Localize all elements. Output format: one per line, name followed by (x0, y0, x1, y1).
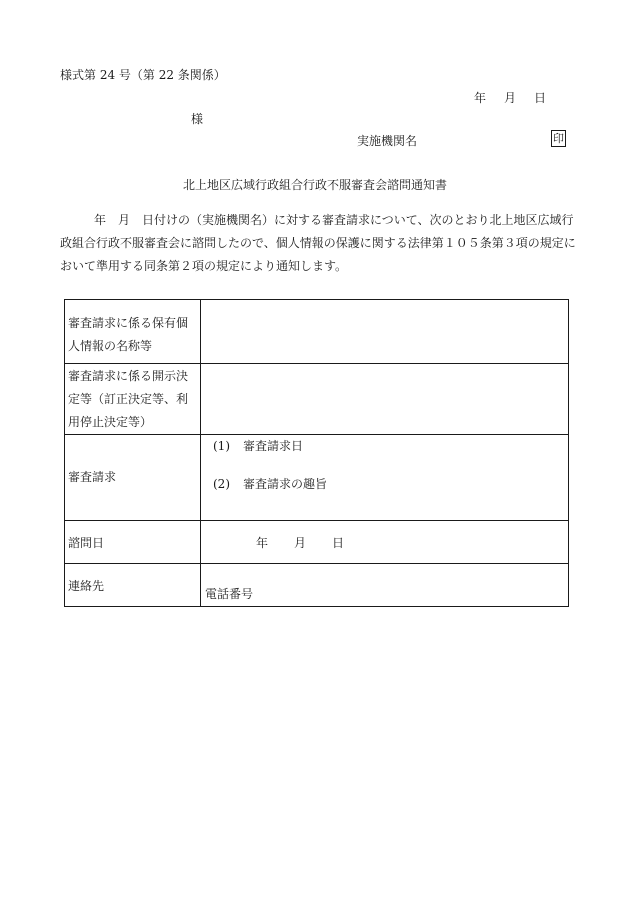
item-text: 審査請求の趣旨 (243, 477, 328, 491)
row-label-text: 審査請求に係る開示決定等（訂正決定等、利用停止決定等） (68, 369, 189, 429)
item-number: (1) (213, 439, 230, 453)
row-label-text: 審査請求に係る保有個人情報の名称等 (68, 316, 189, 353)
row-label (65, 521, 201, 564)
seal-stamp: 印 (553, 132, 564, 145)
row-value (201, 364, 569, 435)
row-label-text: 連絡先 (68, 578, 105, 593)
row-value (201, 564, 569, 607)
document-title: 北上地区広域行政組合行政不服審査会諮問通知書 (182, 178, 447, 192)
body-paragraph: 年 月 日付けの（実施機関名）に対する審査請求について、次のとおり北上地区広域行政組合行政不服審査会に諮問したので、個人情報の保護に関する法律第１０５条第３項の規定において準用する同条第２項の規定により通知します。 (60, 213, 576, 273)
table-row (65, 564, 569, 607)
org-name-label: 実施機関名 (357, 134, 418, 148)
info-table (64, 299, 569, 607)
item-text: 審査請求日 (243, 439, 304, 453)
date-month: 月 (294, 535, 307, 550)
row-label-text: 諮問日 (68, 535, 105, 550)
row-label-text: 審査請求 (68, 470, 117, 484)
table-row (65, 435, 569, 521)
phone-label: 電話番号 (205, 587, 254, 601)
row-label (65, 364, 201, 435)
date-month: 月 (504, 91, 517, 105)
row-label (65, 435, 201, 521)
table-row (65, 364, 569, 435)
row-value (201, 435, 569, 521)
inquiry-date (201, 534, 568, 551)
list-item (201, 454, 568, 492)
list-item (201, 435, 568, 454)
addressee-suffix: 様 (191, 112, 204, 126)
row-value-text (201, 364, 568, 376)
date-day: 日 (534, 91, 547, 105)
row-value (201, 300, 569, 364)
table-row (65, 300, 569, 364)
form-number: 様式第 24 号（第 22 条関係） (60, 68, 226, 82)
date-line (474, 89, 546, 106)
row-value (201, 521, 569, 564)
date-year: 年 (256, 535, 269, 550)
row-value-text (201, 300, 568, 312)
row-label (65, 300, 201, 364)
date-day: 日 (332, 535, 345, 550)
table-row (65, 521, 569, 564)
row-label (65, 564, 201, 607)
date-year: 年 (474, 91, 487, 105)
item-number: (2) (213, 477, 230, 491)
